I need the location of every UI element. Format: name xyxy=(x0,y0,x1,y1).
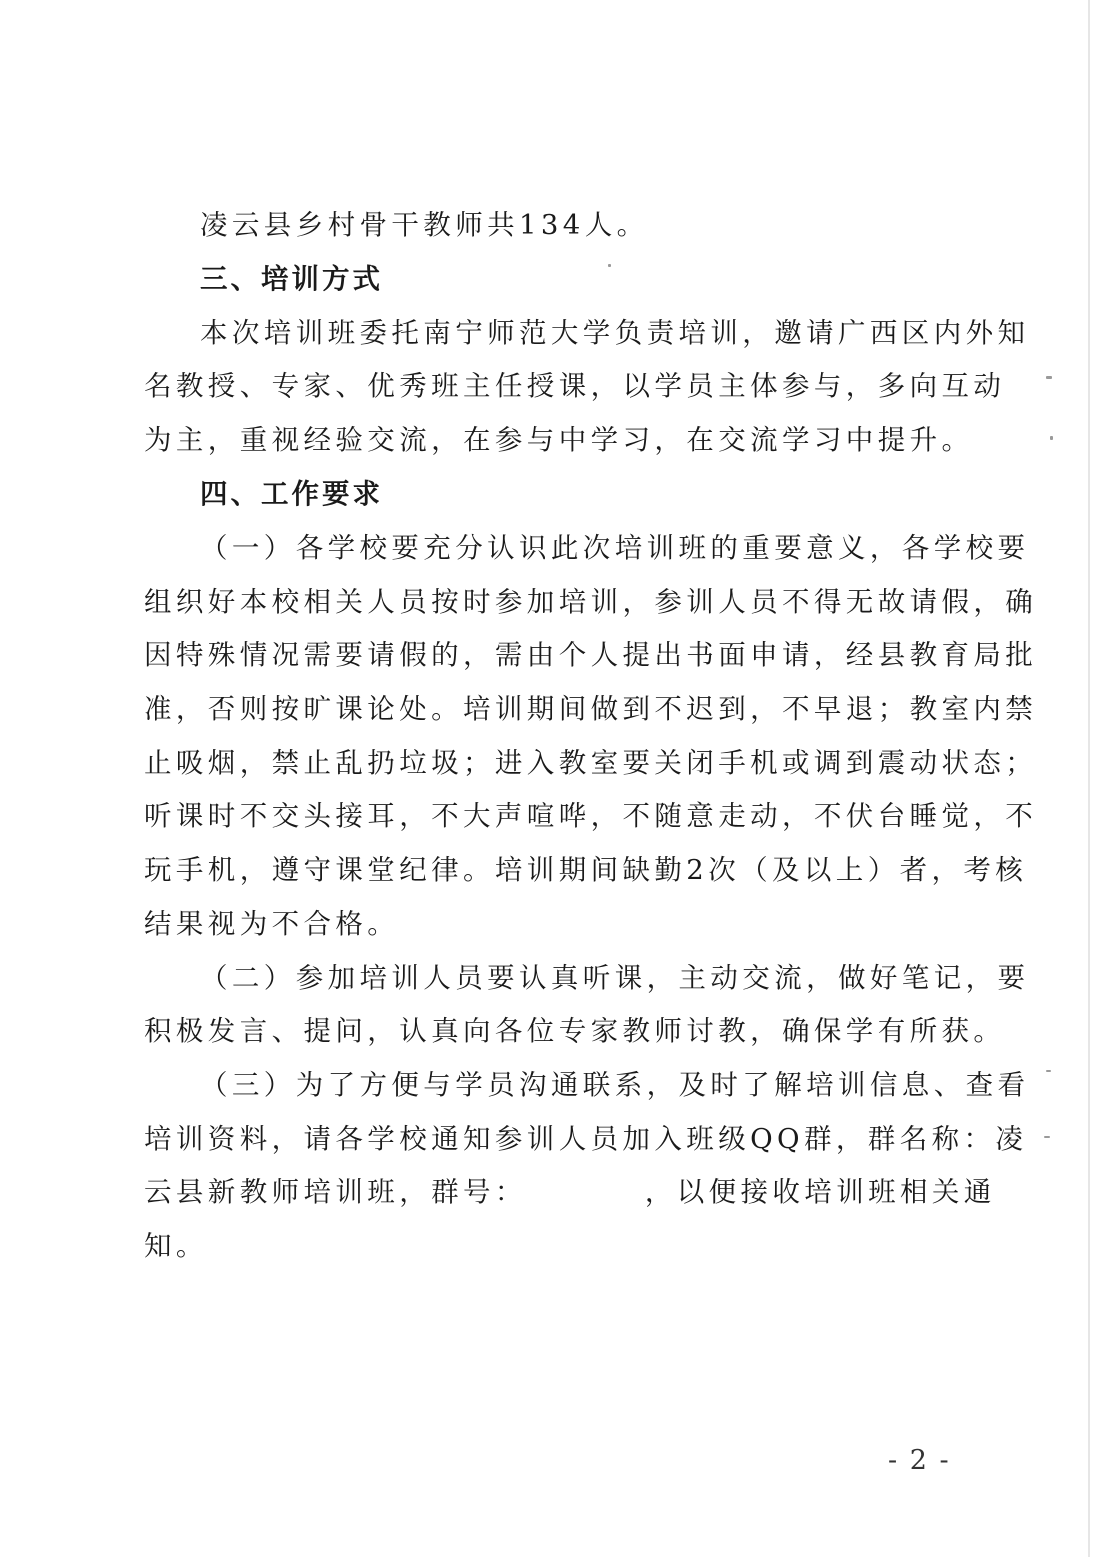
text-line: 因特殊情况需要请假的，需由个人提出书面申请，经县教育局批 xyxy=(144,639,1038,671)
text-line: 止吸烟，禁止乱扔垃圾；进入教室要关闭手机或调到震动状态； xyxy=(144,747,1038,779)
text-fragment: 云县新教师培训班，群号： xyxy=(144,1176,527,1208)
text-line: 知。 xyxy=(144,1230,208,1262)
text-line: （一）各学校要充分认识此次培训班的重要意义，各学校要 xyxy=(200,532,1030,564)
page-number: - 2 - xyxy=(888,1445,951,1476)
section-heading-training-method: 三、培训方式 xyxy=(200,263,383,295)
text-line: 凌云县乡村骨干教师共134人。 xyxy=(200,209,649,241)
text-fragment: ，以便接收培训班相关通 xyxy=(644,1176,996,1208)
text-line: （二）参加培训人员要认真听课，主动交流，做好笔记，要 xyxy=(200,962,1030,994)
text-line: 名教授、专家、优秀班主任授课，以学员主体参与，多向互动 xyxy=(144,370,1006,402)
text-line: 组织好本校相关人员按时参加培训，参训人员不得无故请假，确 xyxy=(144,586,1038,618)
scan-speck xyxy=(608,264,611,267)
text-line: 培训资料，请各学校通知参训人员加入班级QQ群，群名称：凌 xyxy=(144,1123,1028,1155)
text-line: 听课时不交头接耳，不大声喧哗，不随意走动，不伏台睡觉，不 xyxy=(144,800,1038,832)
text-line: 准，否则按旷课论处。培训期间做到不迟到，不早退；教室内禁 xyxy=(144,693,1038,725)
text-line: 为主，重视经验交流，在参与中学习，在交流学习中提升。 xyxy=(144,424,974,456)
text-line xyxy=(144,1172,996,1212)
text-line: 玩手机，遵守课堂纪律。培训期间缺勤2次（及以上）者，考核 xyxy=(144,854,1028,886)
text-line: 积极发言、提问，认真向各位专家教师讨教，确保学有所获。 xyxy=(144,1015,1006,1047)
text-line: 本次培训班委托南宁师范大学负责培训，邀请广西区内外知 xyxy=(200,317,1030,349)
text-line: （三）为了方便与学员沟通联系，及时了解培训信息、查看 xyxy=(200,1069,1030,1101)
text-line: 结果视为不合格。 xyxy=(144,908,400,940)
scan-speck xyxy=(1044,1136,1050,1138)
scan-speck xyxy=(1046,376,1052,379)
scan-speck xyxy=(1050,436,1053,440)
page-edge xyxy=(1088,0,1090,1557)
scan-speck xyxy=(1046,1070,1051,1072)
section-heading-work-requirements: 四、工作要求 xyxy=(200,478,383,510)
